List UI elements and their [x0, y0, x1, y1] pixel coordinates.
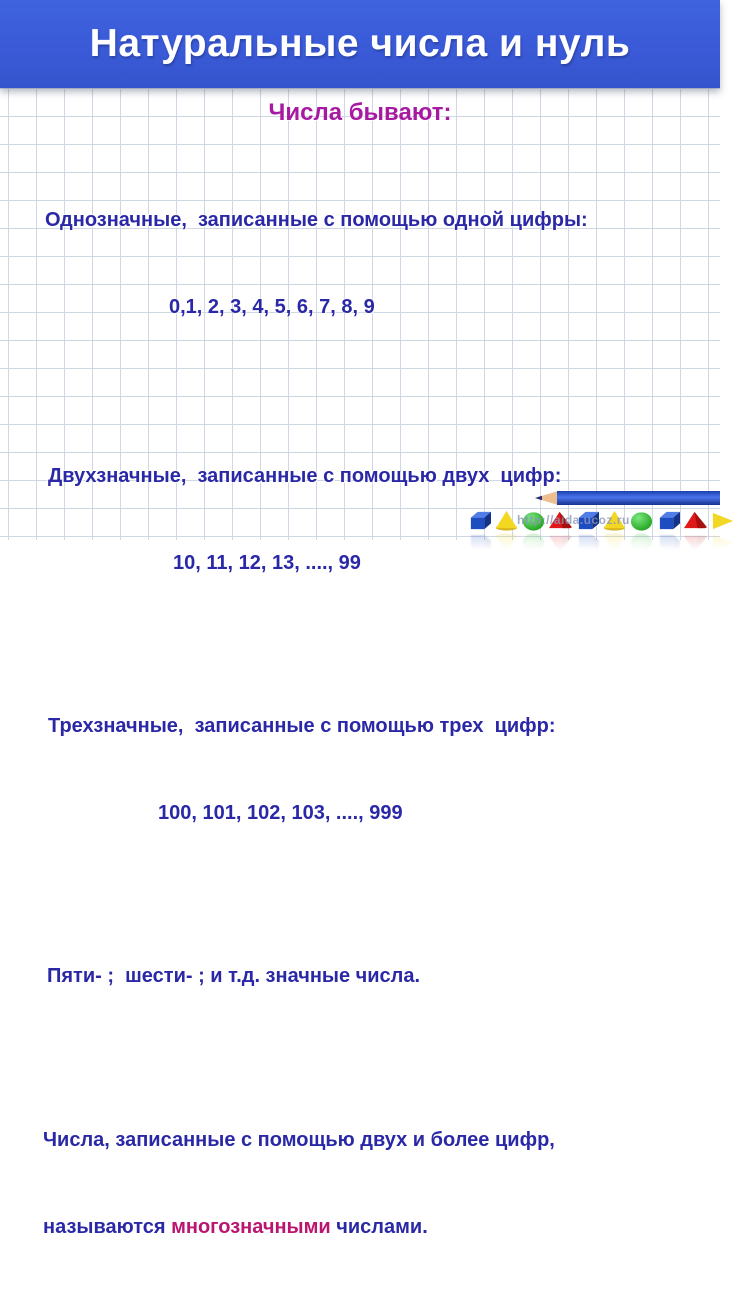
cone-yellow-shape-icon: [494, 532, 519, 555]
definition-suffix: числами.: [330, 1216, 428, 1238]
number-sequence: 10, 11, 12, 13, ...., 99: [173, 552, 361, 574]
slide-subtitle: Числа бывают:: [268, 99, 452, 126]
highlight-multidigit-term: многозначными: [171, 1216, 331, 1238]
cone-yellow-shape-icon: [602, 532, 627, 555]
slide-content: [0, 88, 720, 1300]
number-sequence: 100, 101, 102, 103, ...., 999: [158, 802, 403, 824]
sphere-green-shape-icon: [629, 509, 654, 532]
pencil-icon: [532, 490, 720, 506]
paragraph-single-digit: [0, 148, 720, 380]
arrow-yellow-shape-icon: [710, 509, 735, 532]
sphere-green-shape-icon: [521, 532, 546, 555]
definition-prefix: называются: [43, 1216, 172, 1238]
cone-yellow-shape-icon: [494, 509, 519, 532]
paragraph-multidigit-definition: [0, 1068, 720, 1300]
paragraph-text: Трехзначные, записанные с помощью трех цифр:: [48, 715, 556, 737]
paragraph-text: Числа, записанные с помощью двух и более цифр,: [43, 1129, 555, 1151]
cube-blue-shape-icon: [467, 509, 492, 532]
pyramid-red-shape-icon: [683, 532, 708, 555]
pyramid-red-shape-icon: [548, 532, 573, 555]
watermark-url: http://aida.ucoz.ru: [517, 513, 630, 527]
arrow-yellow-shape-icon: [710, 532, 735, 555]
sphere-green-shape-icon: [629, 532, 654, 555]
cube-blue-shape-icon: [575, 532, 600, 555]
paragraph-text: Двухзначные, записанные с помощью двух цифр:: [48, 465, 562, 487]
shapes-reflection: [467, 532, 735, 555]
cube-blue-shape-icon: [656, 532, 681, 555]
paragraph-text: Пяти- ; шести- ; и т.д. значные числа.: [47, 965, 421, 987]
cube-blue-shape-icon: [656, 509, 681, 532]
paragraph-text: Однозначные, записанные с помощью одной цифры:: [45, 209, 588, 231]
paragraph-three-digit: [0, 654, 720, 886]
title-banner: [0, 0, 720, 88]
cube-blue-shape-icon: [467, 532, 492, 555]
pyramid-red-shape-icon: [683, 509, 708, 532]
slide-title: Натуральные числа и нуль: [89, 22, 631, 65]
paragraph-text: [43, 1213, 720, 1242]
paragraph-five-six-digit: [0, 904, 720, 1049]
number-sequence: 0,1, 2, 3, 4, 5, 6, 7, 8, 9: [169, 296, 375, 318]
